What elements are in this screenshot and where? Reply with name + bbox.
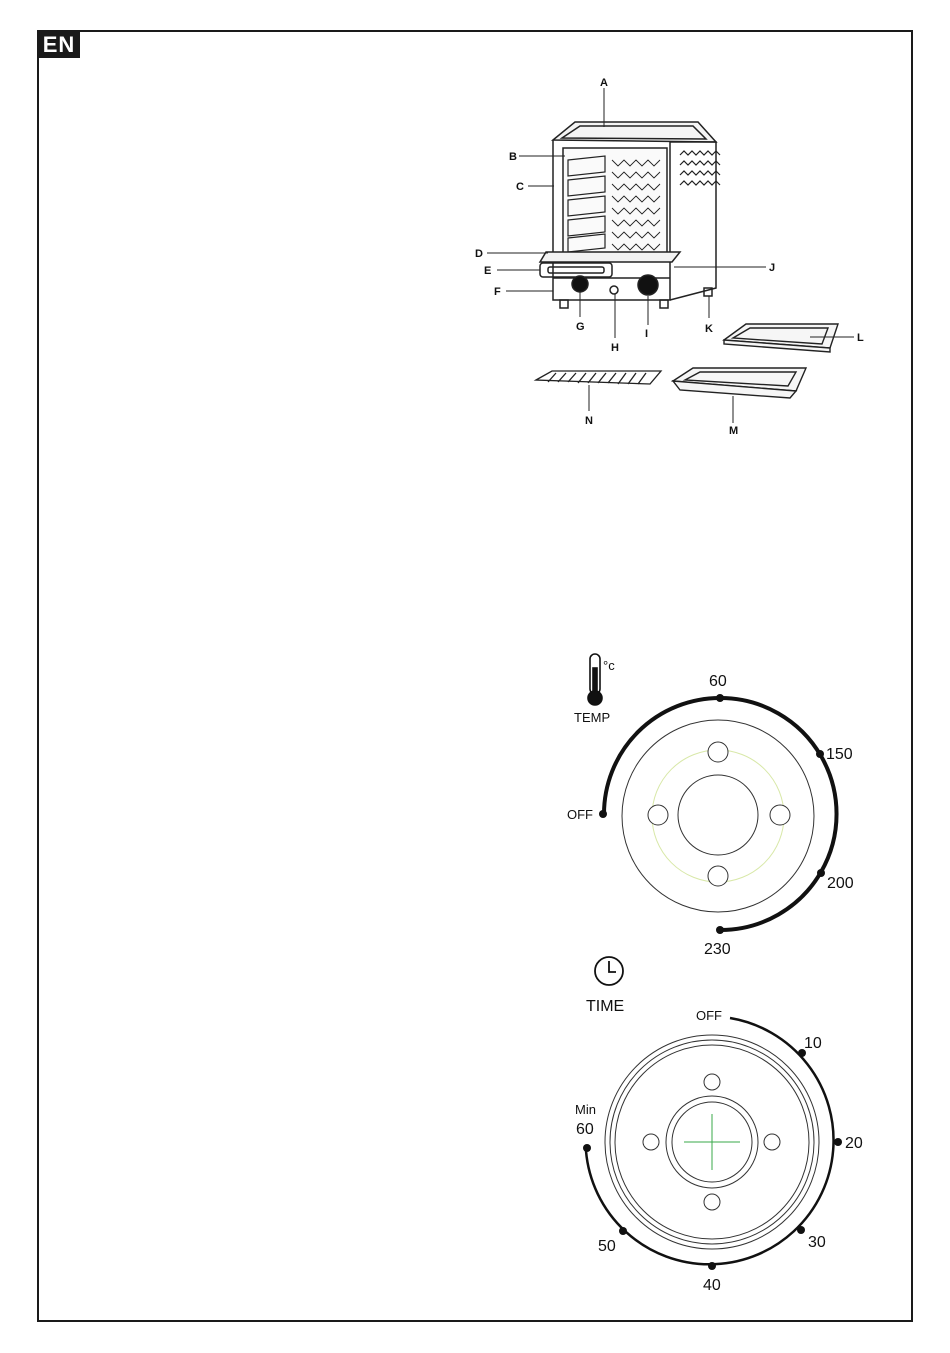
temp-knob-center	[678, 775, 758, 855]
time-knob-hole-top	[704, 1074, 720, 1090]
time-min-label: Min	[575, 1102, 596, 1117]
oven-illustration	[540, 122, 720, 308]
language-badge: EN	[38, 31, 80, 58]
time-knob-hole-right	[764, 1134, 780, 1150]
temp-mark-60: 60	[709, 673, 727, 690]
part-label-f: F	[494, 286, 501, 298]
temp-mark-200: 200	[827, 875, 854, 892]
part-label-h: H	[611, 342, 619, 354]
time-dot-50	[619, 1227, 627, 1235]
part-label-d: D	[475, 248, 483, 260]
thermometer-icon	[588, 654, 602, 705]
temp-knob-hole-top	[708, 742, 728, 762]
wire-rack-n	[536, 371, 661, 384]
part-label-a: A	[600, 77, 608, 89]
temp-icon-label: TEMP	[574, 710, 611, 725]
temp-dot-off	[599, 810, 607, 818]
temp-dot-200	[817, 869, 825, 877]
time-mark-20: 20	[845, 1135, 863, 1152]
time-mark-40: 40	[703, 1277, 721, 1294]
temp-knob-hole-bottom	[708, 866, 728, 886]
time-mark-30: 30	[808, 1234, 826, 1251]
temp-unit-label: °c	[603, 658, 615, 673]
time-dot-60	[583, 1144, 591, 1152]
part-label-g: G	[576, 321, 585, 333]
temp-knob-hole-right	[770, 805, 790, 825]
temp-dot-150	[816, 750, 824, 758]
time-icon-label: TIME	[586, 998, 625, 1015]
temp-mark-off: OFF	[567, 807, 593, 822]
time-dot-40	[708, 1262, 716, 1270]
baking-pan-m	[673, 368, 806, 398]
time-mark-50: 50	[598, 1238, 616, 1255]
temp-dot-60	[716, 694, 724, 702]
part-label-b: B	[509, 151, 517, 163]
time-knob-hole-bottom	[704, 1194, 720, 1210]
timer-dial	[575, 957, 863, 1294]
time-mark-60: 60	[576, 1121, 594, 1138]
part-label-i: I	[645, 328, 649, 340]
temp-mark-230: 230	[704, 941, 731, 958]
temperature-dial	[567, 654, 854, 958]
time-mark-off: OFF	[696, 1008, 722, 1023]
time-dot-30	[797, 1226, 805, 1234]
part-label-e: E	[484, 265, 492, 277]
part-label-k: K	[705, 323, 713, 335]
clock-icon	[595, 957, 623, 985]
part-label-l: L	[857, 332, 864, 344]
part-label-j: J	[769, 262, 776, 274]
temp-dot-230	[716, 926, 724, 934]
baking-tray-l	[724, 324, 838, 352]
time-dot-20	[834, 1138, 842, 1146]
part-label-c: C	[516, 181, 524, 193]
part-label-n: N	[585, 415, 593, 427]
time-mark-10: 10	[804, 1035, 822, 1052]
temp-knob-hole-left	[648, 805, 668, 825]
temp-mark-150: 150	[826, 746, 853, 763]
part-label-m: M	[729, 425, 739, 437]
time-knob-hole-left	[643, 1134, 659, 1150]
